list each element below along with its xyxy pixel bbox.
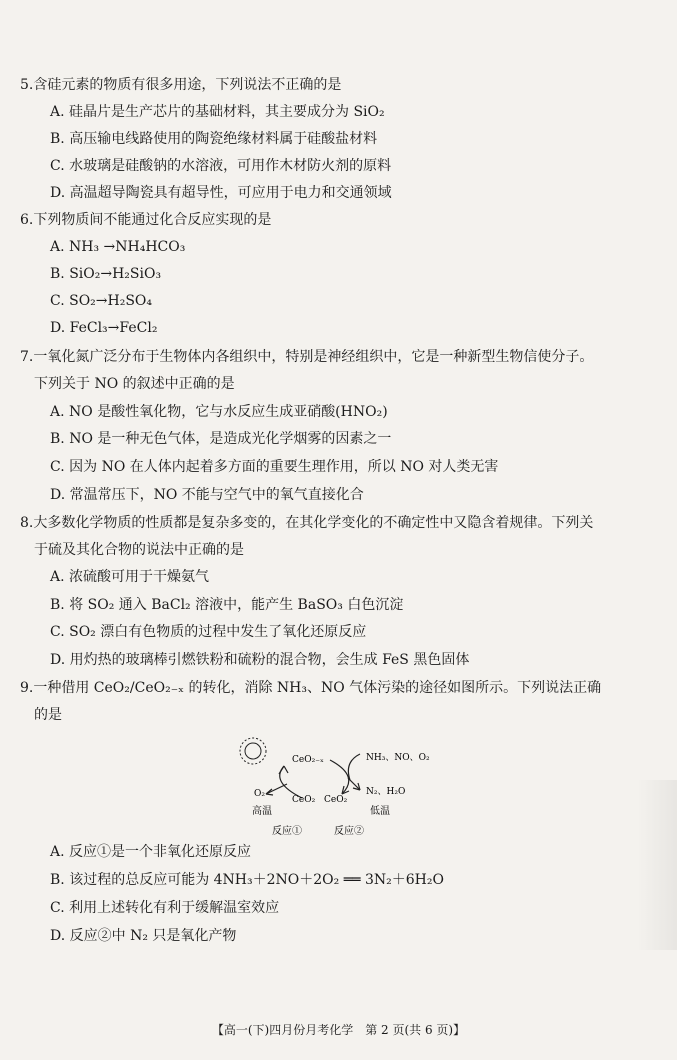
question-7-stem-line-2: 下列关于 NO 的叙述中正确的是 [34,376,235,392]
question-6-option-b: B. SiO₂→H₂SiO₃ [50,266,162,282]
question-5-stem: 5.含硅元素的物质有很多用途，下列说法不正确的是 [20,77,342,93]
reaction2-arc [330,760,349,794]
reactant-arrow [348,754,360,780]
question-8-option-b: B. 将 SO₂ 通入 BaCl₂ 溶液中，能产生 BaSO₃ 白色沉淀 [50,597,404,613]
ceo2-cycle-diagram [232,732,457,840]
scan-edge-shadow [637,780,677,950]
question-8-stem-line-1: 8.大多数化学物质的性质都是复杂多变的，在其化学变化的不确定性中又隐含着规律。下列关 [20,515,594,531]
question-7-stem-line-1: 7.一氧化氮广泛分布于生物体内各组织中，特别是神经组织中，它是一种新型生物信使分子。 [20,349,594,365]
question-9-stem-line-2: 的是 [34,707,62,723]
question-7-option-a: A. NO 是酸性氧化物，它与水反应生成亚硝酸(HNO₂) [50,404,388,420]
high-temp-label: 高温 [252,806,272,817]
ceo2-left-label: CeO₂ [292,795,316,805]
question-7-option-d: D. 常温常压下，NO 不能与空气中的氧气直接化合 [50,487,364,503]
question-8-stem-line-2: 于硫及其化合物的说法中正确的是 [34,542,244,558]
question-9-option-a: A. 反应①是一个非氧化还原反应 [50,844,252,860]
question-9-option-c: C. 利用上述转化有利于缓解温室效应 [50,900,280,916]
question-7-option-c: C. 因为 NO 在人体内起着多方面的重要生理作用，所以 NO 对人类无害 [50,459,499,475]
question-8-option-d: D. 用灼热的玻璃棒引燃铁粉和硫粉的混合物，会生成 FeS 黑色固体 [50,652,470,668]
reaction1-arrowhead [279,766,288,774]
question-9-option-d: D. 反应②中 N₂ 只是氧化产物 [50,928,237,944]
question-5-option-d: D. 高温超导陶瓷具有超导性，可应用于电力和交通领域 [50,185,392,201]
question-6-option-c: C. SO₂→H₂SO₄ [50,293,153,309]
question-7-option-b: B. NO 是一种无色气体，是造成光化学烟雾的因素之一 [50,431,392,447]
reaction1-label: 反应① [272,826,302,837]
question-8-option-c: C. SO₂ 漂白有色物质的过程中发生了氧化还原反应 [50,624,367,640]
reaction1-arc [280,766,302,798]
question-9-option-b: B. 该过程的总反应可能为 4NH₃＋2NO＋2O₂ ══ 3N₂＋6H₂O [50,872,444,888]
sun-icon [240,738,266,764]
question-5-option-c: C. 水玻璃是硅酸钠的水溶液，可用作木材防火剂的原料 [50,158,392,174]
reaction2-label: 反应② [334,826,364,837]
ceo2x-label: CeO₂₋ₓ [292,755,324,765]
page-footer: 【高一(下)四月份月考化学 第 2 页(共 6 页)】 [211,1023,466,1037]
ceo2-right-label: CeO₂ [324,795,348,805]
o2-label: O₂ [254,789,265,799]
question-5-option-b: B. 高压输电线路使用的陶瓷绝缘材料属于硅酸盐材料 [50,131,378,147]
reactants-label: NH₃、NO、O₂ [366,753,430,763]
question-5-option-a: A. 硅晶片是生产芯片的基础材料，其主要成分为 SiO₂ [50,104,385,120]
o2-release-arrow [266,784,287,794]
products-label: N₂、H₂O [366,787,406,797]
question-6-option-a: A. NH₃ →NH₄HCO₃ [50,239,186,255]
low-temp-label: 低温 [370,806,390,817]
question-8-option-a: A. 浓硫酸可用于干燥氨气 [50,569,210,585]
question-6-option-d: D. FeCl₃→FeCl₂ [50,320,158,336]
question-9-stem-line-1: 9.一种借用 CeO₂/CeO₂₋ₓ 的转化，消除 NH₃、NO 气体污染的途径如图所示。下列说法正确 [20,680,602,696]
question-6-stem: 6.下列物质间不能通过化合反应实现的是 [20,212,272,228]
